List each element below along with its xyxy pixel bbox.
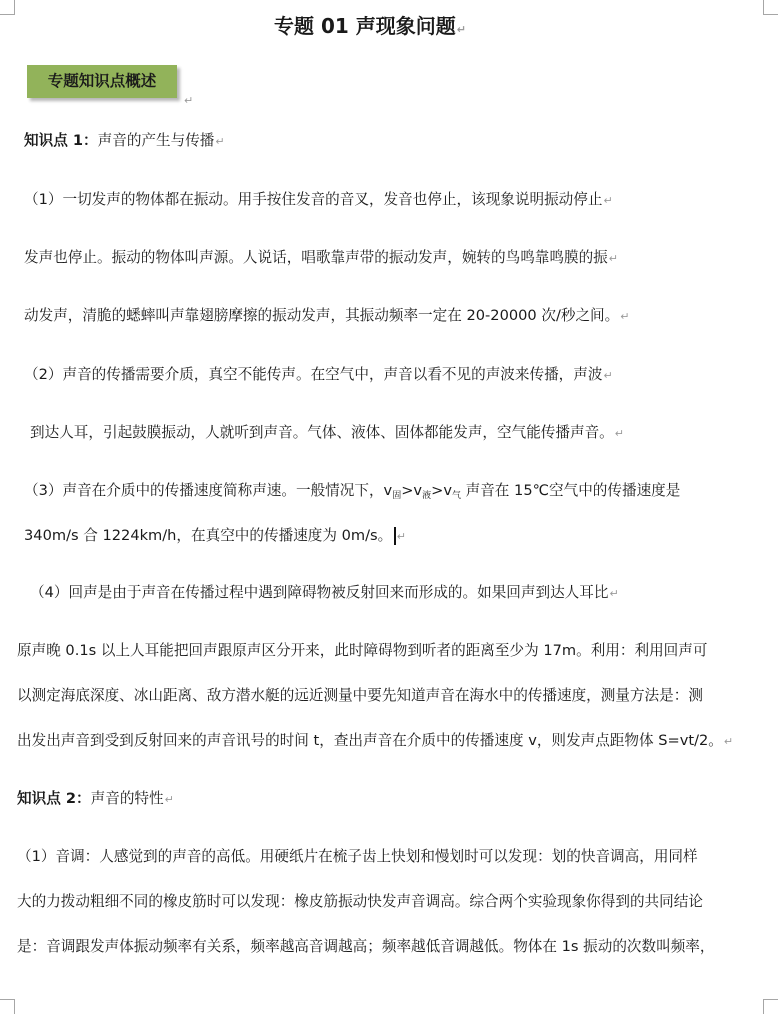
paragraph-line: 以测定海底深度、冰山距离、敌方潜水艇的远近测量中要先知道声音在海水中的传播速度，测量方法是：测 (17, 687, 703, 704)
page-corner-mark (763, 0, 778, 15)
paragraph-line: （4）回声是由于声音在传播过程中遇到障碍物被反射回来而形成的。如果回声到达人耳比↵ (30, 584, 619, 601)
paragraph-line: （2）声音的传播需要介质，真空不能传声。在空气中，声音以看不见的声波来传播，声波↵ (24, 366, 613, 383)
text-cursor (394, 527, 396, 545)
paragraph-mark: ↵ (184, 94, 194, 107)
knowledge-point-1-heading: 知识点 1：声音的产生与传播↵ (24, 132, 225, 149)
knowledge-point-2-heading: 知识点 2：声音的特性↵ (17, 790, 174, 807)
page-corner-mark (0, 999, 15, 1014)
paragraph-line: 动发声，清脆的蟋蟀叫声靠翅膀摩擦的振动发声，其振动频率一定在 20-20000 次/秒之间。↵ (24, 307, 630, 324)
paragraph-line: 340m/s 合 1224km/h，在真空中的传播速度为 0m/s。 ↵ (24, 527, 406, 544)
paragraph-line: 大的力拨动粗细不同的橡皮筋时可以发现：橡皮筋振动快发声音调高。综合两个实验现象你得到的共同结论 (17, 893, 703, 910)
paragraph-line: 原声晚 0.1s 以上人耳能把回声跟原声区分开来，此时障碍物到听者的距离至少为 17m。利用：利用回声可 (17, 642, 708, 659)
section-badge: 专题知识点概述 (27, 65, 177, 98)
paragraph-line: 出发出声音到受到反射回来的声音讯号的时间 t，查出声音在介质中的传播速度 v，则发声点距物体 S=vt/2。↵ (17, 732, 734, 749)
paragraph-line: 是：音调跟发声体振动频率有关系，频率越高音调越高；频率越低音调越低。物体在 1s 振动的次数叫频率， (17, 938, 715, 955)
page-corner-mark (763, 999, 778, 1014)
document-title: 专题 01 声现象问题↵ (274, 14, 466, 38)
paragraph-line: （1）一切发声的物体都在振动。用手按住发音的音叉，发音也停止，该现象说明振动停止↵ (24, 191, 613, 208)
paragraph-line: （3）声音在介质中的传播速度简称声速。一般情况下，$v_固>v_液>v_气$ 声音在 15℃空气中的传播速度是 (24, 482, 681, 501)
paragraph-line: 发声也停止。振动的物体叫声源。人说话，唱歌靠声带的振动发声，婉转的鸟鸣靠鸣膜的振↵ (24, 249, 618, 266)
paragraph-line: （1）音调：人感觉到的声音的高低。用硬纸片在梳子齿上快划和慢划时可以发现：划的快音调高，用同样 (17, 848, 698, 865)
paragraph-line: 到达人耳，引起鼓膜振动，人就听到声音。气体、液体、固体都能发声，空气能传播声音。↵ (30, 424, 624, 441)
